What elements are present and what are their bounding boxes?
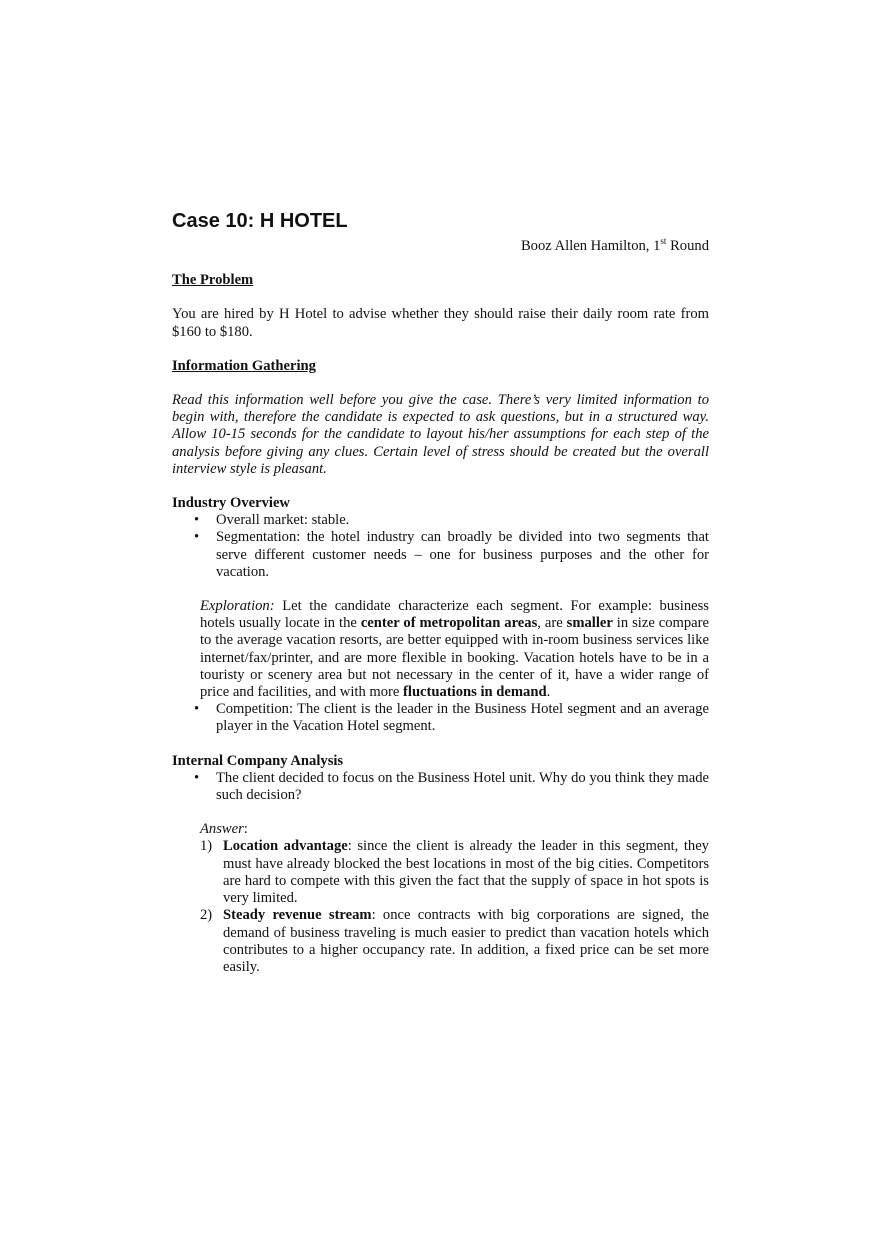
list-item (172, 838, 709, 907)
bullet-icon: • (194, 701, 200, 718)
industry-overview-heading: Industry Overview (172, 495, 290, 512)
exploration-text: . (546, 684, 551, 701)
internal-bullet-list (172, 770, 709, 804)
exploration-label: Exploration: (200, 598, 275, 615)
case-title: Case 10: H HOTEL (172, 210, 348, 232)
bullet-text: Competition: The client is the leader in the Business Hotel segment and an average player in the Vacation Hotel segment. (216, 701, 709, 735)
exploration-text: Let the candidate characterize each segment. For example: business hotels usually locate in the (200, 598, 709, 632)
exploration-bold: smaller (566, 615, 613, 632)
answer-bold: Location advantage (223, 838, 348, 855)
answer-label (172, 821, 709, 838)
bullet-icon: • (194, 769, 200, 786)
list-item (172, 512, 709, 529)
info-gathering-text: Read this information well before you give the case. There’s very limited information to begin with, therefore the candidate is expected to ask questions, but in a structured way. Allow 10-15 seconds for the candidate to layout his/her assumptions for each step of the analysis before giving any clues. Certain level of stress should be created but the overall interview style is pleasant. (172, 392, 709, 477)
problem-heading: The Problem (172, 272, 254, 289)
exploration-bold: fluctuations in demand (403, 684, 547, 701)
bullet-text: Segmentation: the hotel industry can broadly be divided into two segments that serve different customer needs – one for business purposes and the other for vacation. (216, 529, 709, 580)
list-item (172, 907, 709, 976)
list-item (172, 701, 709, 735)
answer-number: 2) (200, 907, 213, 924)
bullet-icon: • (194, 529, 200, 546)
exploration-paragraph (172, 598, 709, 701)
info-gathering-heading: Information Gathering (172, 357, 316, 374)
internal-analysis-heading: Internal Company Analysis (172, 752, 344, 769)
list-item (172, 529, 709, 581)
answer-label-text: Answer (200, 821, 244, 838)
exploration-bold: center of metropolitan areas (360, 615, 538, 632)
answer-bold: Steady revenue stream (223, 907, 372, 924)
answer-text: : once contracts with big corporations are signed, the demand of business traveling is much easier to predict than vacation hotels which contributes to a higher occupancy rate. In addition, a fixed price can be set more easily. (223, 907, 709, 975)
round-ordinal-suffix: st (660, 236, 667, 247)
answer-list (172, 838, 709, 976)
bullet-text: The client decided to focus on the Business Hotel unit. Why do you think they made such decision? (216, 769, 709, 804)
bullet-icon: • (194, 512, 200, 529)
bullet-text: Overall market: stable. (216, 512, 350, 529)
answer-number: 1) (200, 838, 213, 855)
answer-text: : since the client is already the leader in this segment, they must have already blocked the best locations in most of the big cities. Competitors are hard to compete with this given the fact that the supply of space in hot spots is very limited. (223, 838, 709, 907)
page-content (172, 208, 709, 976)
interview-round (172, 238, 709, 255)
round-firm: Booz Allen Hamilton, 1 (520, 238, 661, 254)
industry-bullet-list (172, 512, 709, 581)
answer-label-colon: : (243, 821, 248, 838)
exploration-text: , are (537, 615, 567, 632)
competition-bullet-list (172, 701, 709, 735)
round-label: Round (666, 238, 709, 254)
exploration-text: in size compare to the average vacation resorts, are better equipped with in-room business services like internet/fax/printer, and are more flexible in booking. Vacation hotels have to be in a touristy or scenery area but not necessary in the center of it, have a wider range of price and facilities, and with more (200, 615, 709, 701)
problem-text: You are hired by H Hotel to advise whether they should raise their daily room rate from $160 to $180. (172, 306, 709, 340)
list-item (172, 770, 709, 804)
